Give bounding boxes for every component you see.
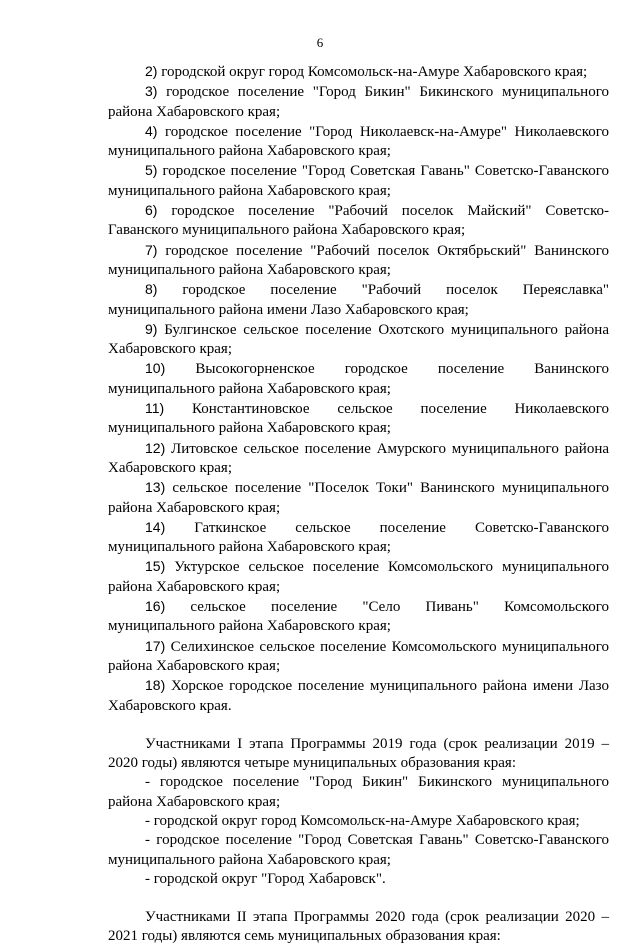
page-number: 6: [316, 35, 324, 50]
list-item: [108, 439, 609, 479]
item-number: 12): [145, 439, 166, 456]
item-number: 2): [145, 63, 158, 79]
item-text: городское поселение "Рабочий поселок Переяславка" муниципального района имени Лазо Хабаровского края;: [108, 282, 609, 318]
item-number: 5): [145, 162, 158, 179]
item-number: 10): [145, 360, 166, 377]
list-item: [108, 320, 609, 360]
list-item: [108, 241, 609, 281]
item-number: 3): [145, 83, 158, 100]
item-number: 16): [145, 598, 166, 615]
item-number: 18): [145, 677, 166, 694]
item-text: сельское поселение "Село Пивань" Комсомольского муниципального района Хабаровского края;: [108, 599, 609, 635]
stage1-bullet: - городской округ город Комсомольск-на-Амуре Хабаровского края;: [145, 812, 580, 829]
item-number: 8): [145, 281, 158, 298]
paragraph-spacer: [108, 716, 609, 735]
item-text: Хорское городское поселение муниципального района имени Лазо Хабаровского края.: [108, 678, 609, 714]
list-item: [108, 82, 609, 122]
list-item: [108, 518, 609, 558]
list-item: [108, 399, 609, 439]
list-item: [108, 637, 609, 677]
item-number: 15): [145, 558, 166, 575]
list-item: [108, 62, 609, 82]
paragraph-spacer: [108, 889, 609, 908]
item-text: Высокогорненское городское поселение Ванинского муниципального района Хабаровского края;: [108, 361, 609, 397]
item-text: Литовское сельское поселение Амурского муниципального района Хабаровского края;: [108, 440, 609, 476]
stage1-bullet: - городское поселение "Город Советская Гавань" Советско-Гаванского муниципального района Хабаровского края;: [108, 832, 609, 868]
item-text: Константиновское сельское поселение Николаевского муниципального района Хабаровского края;: [108, 401, 609, 437]
item-text: городской округ город Комсомольск-на-Амуре Хабаровского края;: [157, 64, 588, 80]
list-item: [108, 478, 609, 518]
item-number: 9): [145, 320, 158, 337]
list-item: [108, 280, 609, 320]
item-text: городское поселение "Город Николаевск-на-Амуре" Николаевского муниципального района Хабаровского края;: [108, 123, 609, 160]
item-number: 14): [145, 518, 166, 535]
list-item: [108, 557, 609, 597]
list-item: [108, 122, 609, 162]
list-item: [108, 161, 609, 201]
item-number: 7): [145, 241, 158, 258]
list-item: [108, 676, 609, 716]
item-number: 11): [145, 400, 165, 417]
stage2-section: [108, 908, 609, 947]
document-body: [108, 62, 609, 947]
item-text: городское поселение "Рабочий поселок Октябрьский" Ванинского муниципального района Хабаровского края;: [108, 242, 609, 278]
item-number: 17): [145, 637, 166, 654]
item-text: сельское поселение "Поселок Токи" Ванинского муниципального района Хабаровского края;: [108, 480, 609, 516]
item-text: Булгинское сельское поселение Охотского муниципального района Хабаровского края;: [108, 321, 609, 358]
stage1-section: [108, 735, 609, 889]
list-item: [108, 597, 609, 637]
item-number: 4): [145, 122, 158, 139]
numbered-list: [108, 62, 609, 716]
stage2-intro: Участниками II этапа Программы 2020 года (срок реализации 2020 – 2021 годы) являются семь муниципальных образования края:: [108, 909, 609, 945]
item-text: Гаткинское сельское поселение Советско-Гаванского муниципального района Хабаровского края;: [108, 519, 609, 556]
item-text: городское поселение "Город Бикин" Бикинского муниципального района Хабаровского края;: [108, 84, 609, 120]
item-text: Селихинское сельское поселение Комсомольского муниципального района Хабаровского края;: [108, 638, 609, 674]
item-number: 13): [145, 479, 166, 496]
stage1-bullet: - городской округ "Город Хабаровск".: [145, 870, 386, 887]
list-item: [108, 359, 609, 399]
item-text: городское поселение "Город Советская Гавань" Советско-Гаванского муниципального района Хабаровского края;: [108, 163, 609, 199]
stage1-intro: Участниками I этапа Программы 2019 года (срок реализации 2019 – 2020 годы) являются четыре муниципальных образования края:: [108, 735, 609, 772]
item-number: 6): [145, 202, 158, 219]
stage1-bullet: - городское поселение "Город Бикин" Бикинского муниципального района Хабаровского края;: [108, 774, 609, 810]
list-item: [108, 201, 609, 241]
item-text: городское поселение "Рабочий поселок Майский" Советско-Гаванского муниципального района Хабаровского края;: [108, 203, 609, 239]
item-text: Уктурское сельское поселение Комсомольского муниципального района Хабаровского края;: [108, 559, 609, 595]
